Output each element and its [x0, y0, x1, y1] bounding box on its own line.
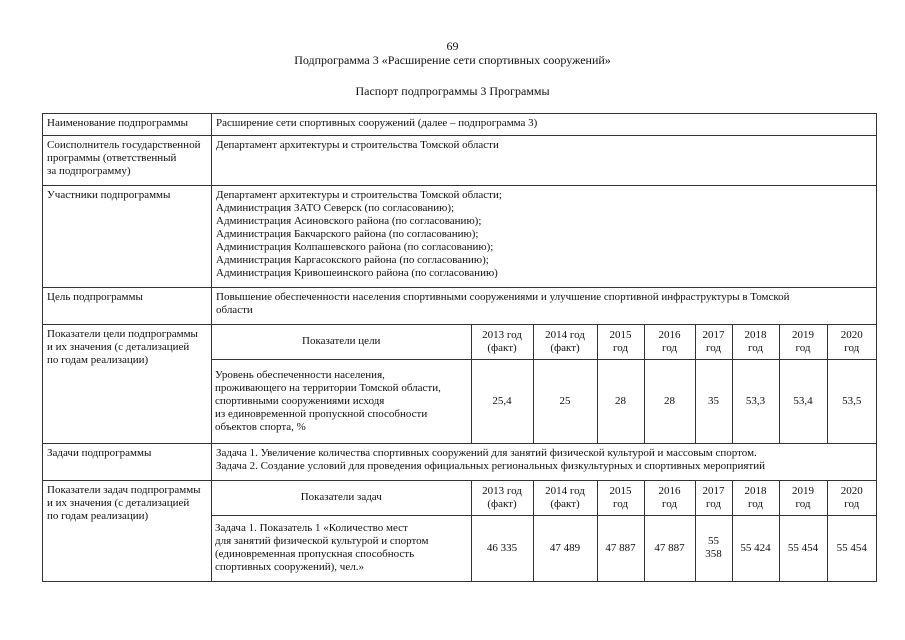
year-header — [644, 325, 695, 359]
indicator-value: 47 489 — [533, 515, 597, 581]
year-line: год — [795, 497, 811, 510]
indicator-line: из единовременной пропускной способности — [215, 407, 428, 420]
year-line: 2013 год — [482, 328, 522, 341]
year-line: 2020 — [840, 328, 863, 341]
participant-line: Администрация Каргасокского района (по согласованию); — [216, 254, 489, 266]
indicator-value: 55 454 — [779, 515, 827, 581]
task-line: Задача 2. Создание условий для проведения официальных региональных физкультурных и спортивных мероприятий — [216, 460, 766, 472]
task-indicator-row — [212, 515, 876, 581]
year-line: 2020 — [840, 484, 863, 497]
label-line: программы (ответственный — [47, 152, 177, 164]
row-participants — [43, 186, 877, 288]
row-participants-value — [212, 186, 877, 288]
participant-line: Администрация Кривошеинского района (по согласованию) — [216, 267, 498, 279]
indicator-value: 55 358 — [695, 515, 732, 581]
indicator-value: 53,3 — [732, 359, 779, 443]
task-indicators-table — [212, 481, 876, 581]
year-header — [471, 481, 533, 515]
row-participants-label: Участники подпрограммы — [43, 186, 212, 288]
task-line: Задача 1. Увеличение количества спортивных сооружений для занятий физической культурой и массовым спортом. — [216, 447, 757, 459]
row-tasks-label: Задачи подпрограммы — [43, 444, 212, 481]
year-line: год — [705, 497, 722, 510]
label-line: по годам реализации) — [47, 354, 149, 366]
indicator-line: спортивных сооружений), чел.» — [215, 561, 364, 574]
indicator-value: 46 335 — [471, 515, 533, 581]
label-line: по годам реализации) — [47, 510, 149, 522]
year-line: год — [661, 497, 678, 510]
year-header — [779, 481, 827, 515]
year-line: 2014 год — [545, 328, 585, 341]
year-line: 2017 — [702, 484, 725, 497]
goal-indicators-header: Показатели цели — [212, 325, 471, 359]
year-line: 2016 — [658, 484, 681, 497]
indicator-value: 53,4 — [779, 359, 827, 443]
task-indicators-header-row — [212, 481, 876, 515]
year-line: год — [747, 341, 764, 354]
indicator-line: (единовременная пропускная способность — [215, 548, 415, 561]
year-line: год — [844, 341, 860, 354]
year-header — [695, 481, 732, 515]
year-line: 2013 год — [482, 484, 522, 497]
year-line: 2015 — [609, 484, 632, 497]
indicator-line: спортивными сооружениями исходя — [215, 394, 385, 407]
label-line: Показатели цели подпрограммы — [47, 328, 198, 340]
year-header — [533, 325, 597, 359]
year-header — [597, 481, 644, 515]
year-line: 2016 — [658, 328, 681, 341]
year-line: (факт) — [487, 341, 517, 354]
subprogram-title: Подпрограмма 3 «Расширение сети спортивных сооружений» — [294, 53, 611, 67]
indicator-line: проживающего на территории Томской области, — [215, 381, 441, 394]
row-goal-label: Цель подпрограммы — [43, 288, 212, 325]
indicator-value: 55 454 — [827, 515, 876, 581]
year-line: 2019 — [792, 484, 814, 497]
year-header — [732, 481, 779, 515]
year-line: 2014 год — [545, 484, 585, 497]
indicator-line: объектов спорта, % — [215, 420, 306, 433]
goal-line: области — [216, 304, 253, 316]
year-line: (факт) — [487, 497, 517, 510]
task-indicators-cell — [212, 481, 877, 582]
row-goal-indicators — [43, 325, 877, 444]
row-coexecutor — [43, 136, 877, 186]
year-line: (факт) — [550, 497, 580, 510]
indicator-value: 28 — [644, 359, 695, 443]
page-number: 69 — [446, 39, 459, 53]
goal-indicators-cell — [212, 325, 877, 444]
year-line: год — [612, 497, 629, 510]
indicator-value: 25 — [533, 359, 597, 443]
passport-table — [42, 113, 877, 582]
year-header — [695, 325, 732, 359]
year-line: 2017 — [702, 328, 725, 341]
goal-line: Повышение обеспеченности населения спортивными сооружениями и улучшение спортивной инфраструктуры в Томской — [216, 291, 790, 303]
indicator-value: 28 — [597, 359, 644, 443]
year-header — [597, 325, 644, 359]
year-line: год — [705, 341, 722, 354]
row-tasks-value — [212, 444, 877, 481]
label-line: за подпрограмму) — [47, 165, 131, 177]
year-header — [827, 481, 876, 515]
row-task-indicators-label — [43, 481, 212, 582]
row-coexecutor-value: Департамент архитектуры и строительства Томской области — [212, 136, 877, 186]
row-goal-value — [212, 288, 877, 325]
goal-indicator-description — [212, 359, 471, 443]
goal-indicators-header-row — [212, 325, 876, 359]
row-name — [43, 114, 877, 136]
indicator-value: 53,5 — [827, 359, 876, 443]
task-indicator-description — [212, 515, 471, 581]
row-name-label: Наименование подпрограммы — [43, 114, 212, 136]
indicator-value: 35 — [695, 359, 732, 443]
participant-line: Администрация Колпашевского района (по согласованию); — [216, 241, 494, 253]
year-line: 2019 — [792, 328, 814, 341]
label-line: и их значения (с детализацией — [47, 341, 190, 353]
year-header — [644, 481, 695, 515]
year-header — [471, 325, 533, 359]
year-line: год — [612, 341, 629, 354]
row-tasks — [43, 444, 877, 481]
label-line: и их значения (с детализацией — [47, 497, 190, 509]
year-header — [533, 481, 597, 515]
year-line: год — [795, 341, 811, 354]
row-task-indicators — [43, 481, 877, 582]
year-header — [827, 325, 876, 359]
participant-line: Администрация Асиновского района (по согласованию); — [216, 215, 482, 227]
row-name-value: Расширение сети спортивных сооружений (далее – подпрограмма 3) — [212, 114, 877, 136]
goal-indicator-row — [212, 359, 876, 443]
label-line: Показатели задач подпрограммы — [47, 484, 201, 496]
row-goal — [43, 288, 877, 325]
year-line: год — [661, 341, 678, 354]
indicator-line: для занятий физической культурой и спортом — [215, 535, 429, 548]
indicator-value: 47 887 — [597, 515, 644, 581]
label-line: Соисполнитель государственной — [47, 139, 201, 151]
year-line: (факт) — [550, 341, 580, 354]
row-goal-indicators-label — [43, 325, 212, 444]
participant-line: Администрация Бакчарского района (по согласованию); — [216, 228, 479, 240]
indicator-value: 25,4 — [471, 359, 533, 443]
indicator-line: Задача 1. Показатель 1 «Количество мест — [215, 522, 408, 535]
year-line: 2018 — [744, 484, 767, 497]
indicator-line: Уровень обеспеченности населения, — [215, 368, 385, 381]
row-coexecutor-label — [43, 136, 212, 186]
task-indicators-header: Показатели задач — [212, 481, 471, 515]
year-line: 2015 — [609, 328, 632, 341]
participant-line: Департамент архитектуры и строительства Томской области; — [216, 189, 502, 201]
year-line: 2018 — [744, 328, 767, 341]
goal-indicators-table — [212, 325, 876, 443]
participant-line: Администрация ЗАТО Северск (по согласованию); — [216, 202, 455, 214]
indicator-value: 55 424 — [732, 515, 779, 581]
passport-title: Паспорт подпрограммы 3 Программы — [355, 84, 550, 98]
year-line: год — [747, 497, 764, 510]
year-header — [732, 325, 779, 359]
indicator-value: 47 887 — [644, 515, 695, 581]
year-line: год — [844, 497, 860, 510]
year-header — [779, 325, 827, 359]
